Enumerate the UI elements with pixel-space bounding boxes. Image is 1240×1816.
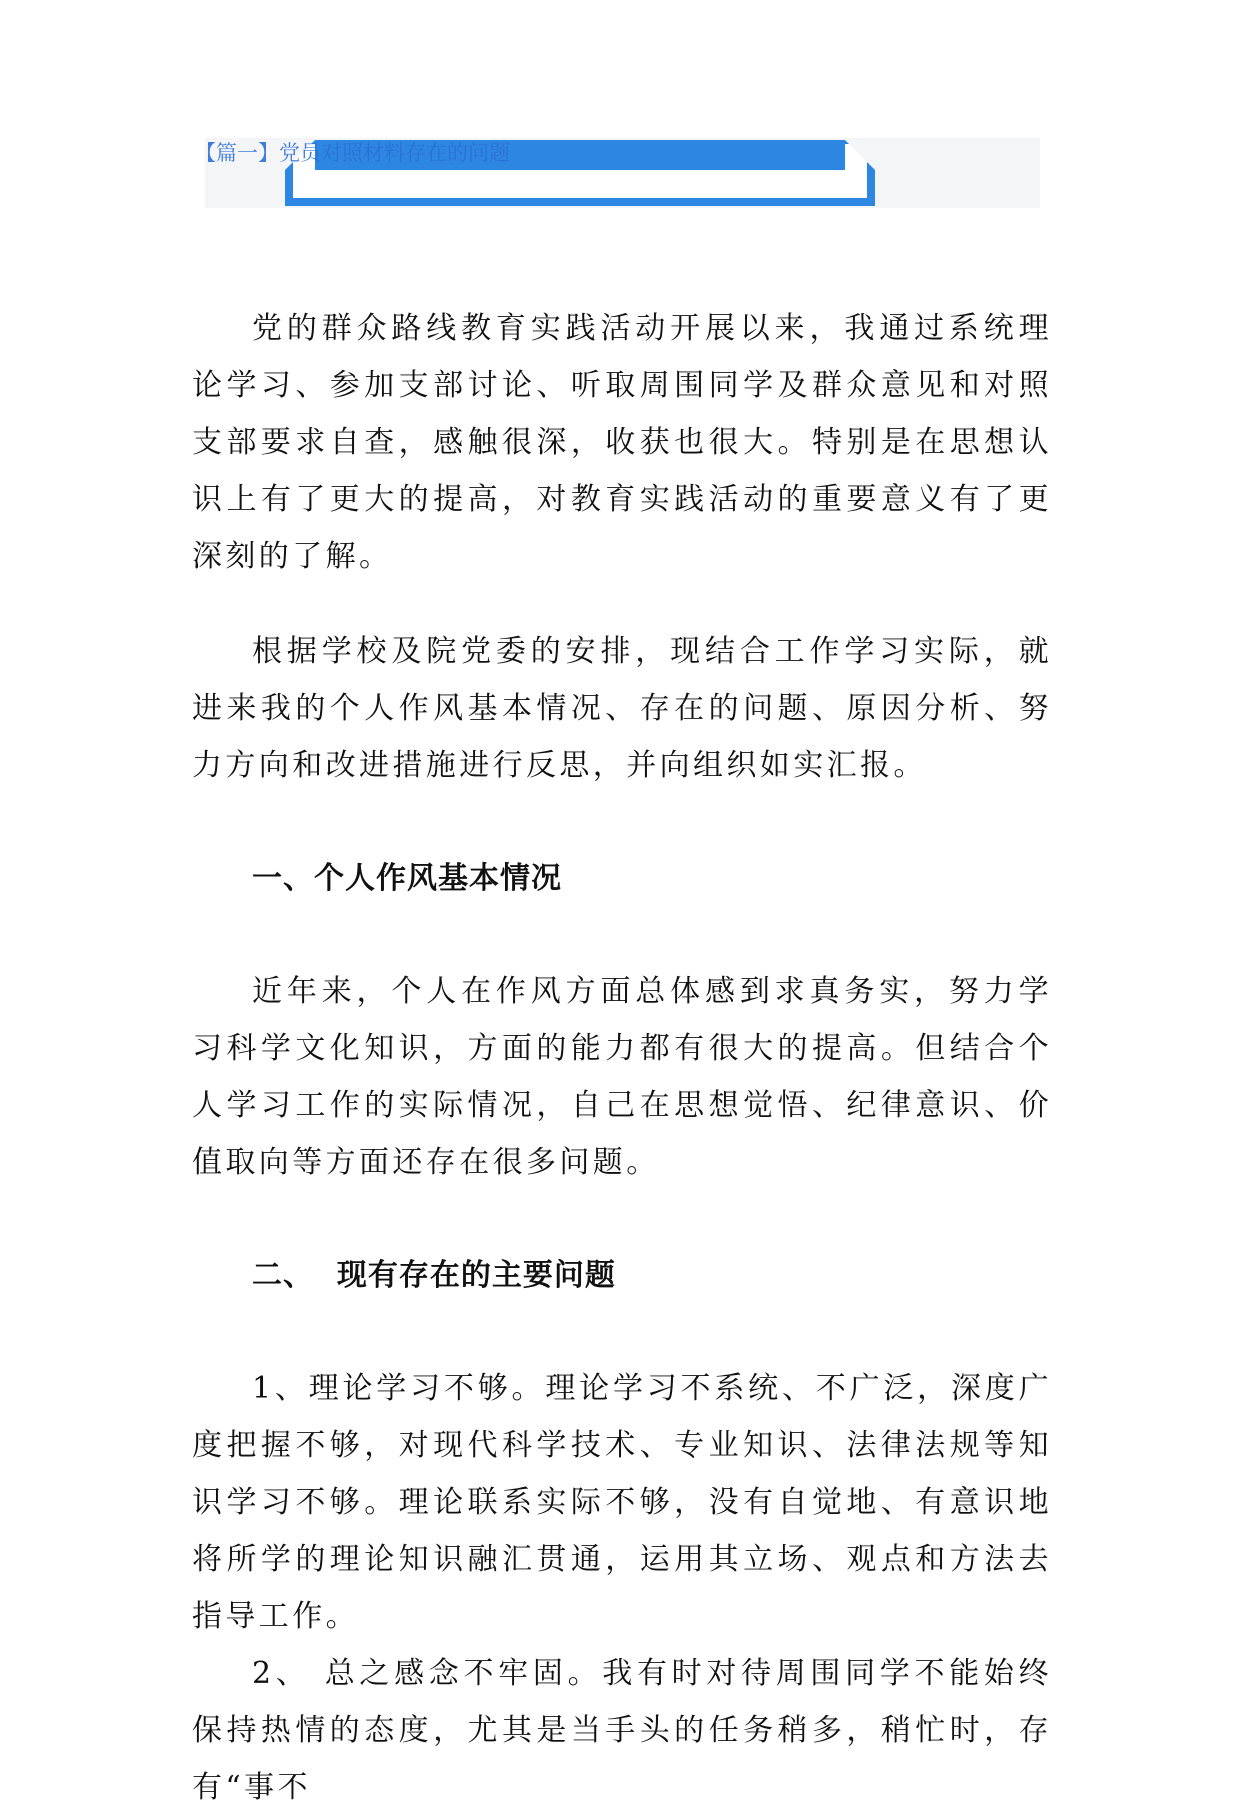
intro-paragraph-1: 党的群众路线教育实践活动开展以来，我通过系统理论学习、参加支部讨论、听取周围同学及群众意见和对照支部要求自查，感触很深，收获也很大。特别是在思想认识上有了更大的提高，对教育实践活动的重要意义有了更深刻的了解。 [192, 311, 1052, 574]
section-2-heading: 二、 现有存在的主要问题 [252, 1258, 616, 1293]
section-1-paragraph: 近年来，个人在作风方面总体感到求真务实，努力学习科学文化知识，方面的能力都有很大的提高。但结合个人学习工作的实际情况，自己在思想觉悟、纪律意识、价值取向等方面还存在很多问题。 [192, 974, 1052, 1180]
intro-paragraph-2: 根据学校及院党委的安排，现结合工作学习实际，就进来我的个人作风基本情况、存在的问题、原因分析、努力方向和改进措施进行反思，并向组织如实汇报。 [192, 634, 1052, 783]
section-1-heading: 一、个人作风基本情况 [252, 861, 562, 896]
section-2-item-2: 2、 总之感念不牢固。我有时对待周围同学不能始终保持热情的态度，尤其是当手头的任务稍多，稍忙时，存有“事不 [192, 1656, 1052, 1805]
document-title: 【篇一】党员对照材料存在的问题 [195, 141, 510, 165]
document-body [192, 300, 1052, 1816]
section-2-item-1: 1、理论学习不够。理论学习不系统、不广泛，深度广度把握不够，对现代科学技术、专业知识、法律法规等知识学习不够。理论联系实际不够，没有自觉地、有意识地将所学的理论知识融汇贯通，运用其立场、观点和方法去指导工作。 [192, 1371, 1052, 1634]
